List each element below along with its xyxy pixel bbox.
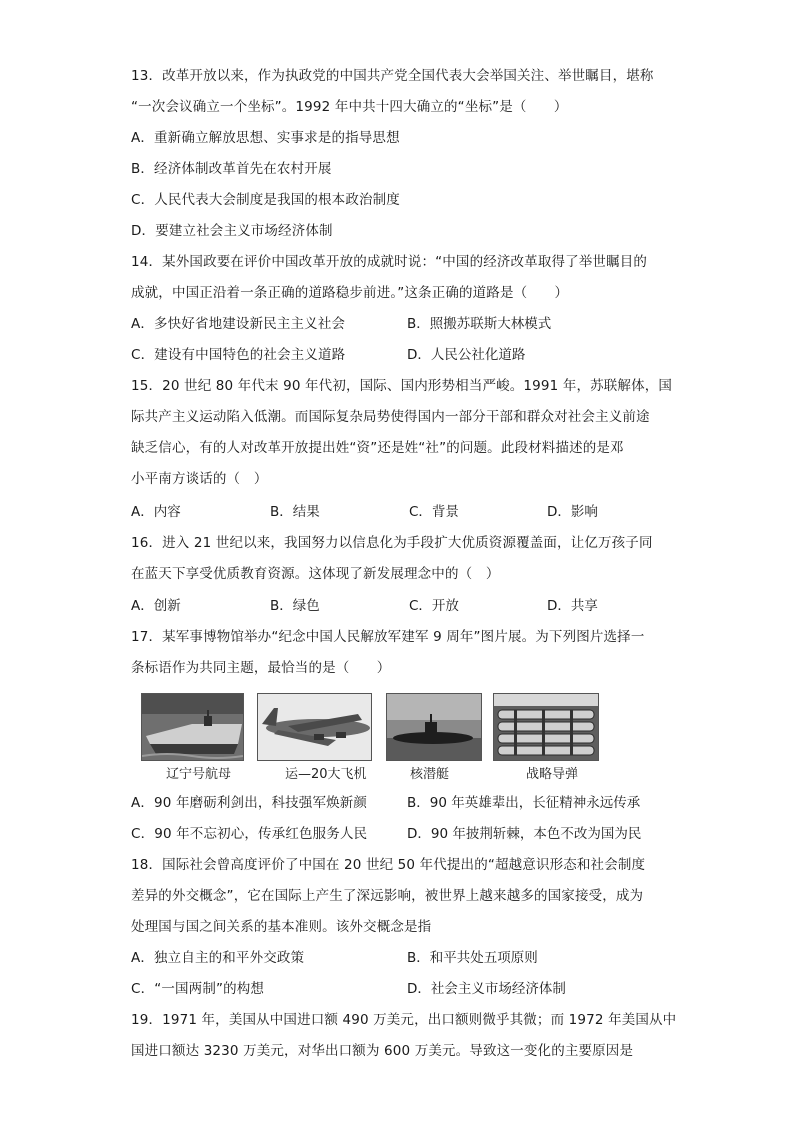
q18-option-a: A．独立自主的和平外交政策 bbox=[131, 950, 305, 966]
q15-stem-line1: 15．20 世纪 80 年代末 90 年代初，国际、国内形势相当严峻。1991 年，苏联解体，国 bbox=[131, 378, 673, 394]
photo-caption-3: 核潜艇 bbox=[410, 767, 450, 782]
q18-option-d: D．社会主义市场经济体制 bbox=[407, 981, 566, 997]
photo-nuclear-submarine bbox=[386, 693, 482, 761]
q14-option-d: D．人民公社化道路 bbox=[407, 347, 526, 363]
q14-option-b: B．照搬苏联斯大林模式 bbox=[407, 316, 552, 332]
q14-option-a: A．多快好省地建设新民主主义社会 bbox=[131, 316, 346, 332]
q14-stem-line1: 14．某外国政要在评价中国改革开放的成就时说：“中国的经济改革取得了举世瞩目的 bbox=[131, 254, 648, 270]
q15-stem-line4: 小平南方谈话的（ ） bbox=[131, 471, 268, 487]
photo-strategic-missiles bbox=[493, 693, 599, 761]
q13-stem-line1: 13．改革开放以来，作为执政党的中国共产党全国代表大会举国关注、举世瞩目，堪称 bbox=[131, 68, 654, 84]
q13-stem-line2: “一次会议确立一个坐标”。1992 年中共十四大确立的“坐标”是（ ） bbox=[131, 99, 568, 115]
q19-stem-line1: 19．1971 年，美国从中国进口额 490 万美元，出口额则微乎其微；而 1972 年美国从中 bbox=[131, 1012, 677, 1028]
q15-option-c: C．背景 bbox=[409, 504, 459, 520]
q17-option-b: B．90 年英雄辈出，长征精神永远传承 bbox=[407, 795, 641, 811]
q13-option-c: C．人民代表大会制度是我国的根本政治制度 bbox=[131, 192, 400, 208]
q13-option-b: B．经济体制改革首先在农村开展 bbox=[131, 161, 332, 177]
q15-option-a: A．内容 bbox=[131, 504, 181, 520]
q16-option-b: B．绿色 bbox=[270, 598, 320, 614]
q18-option-b: B．和平共处五项原则 bbox=[407, 950, 538, 966]
q18-option-c: C．“一国两制”的构想 bbox=[131, 981, 265, 997]
photo-caption-1: 辽宁号航母 bbox=[166, 767, 232, 782]
q18-stem-line2: 差异的外交概念”，它在国际上产生了深远影响，被世界上越来越多的国家接受，成为 bbox=[131, 888, 644, 904]
q15-stem-line2: 际共产主义运动陷入低潮。而国际复杂局势使得国内一部分干部和群众对社会主义前途 bbox=[131, 409, 650, 425]
q13-option-a: A．重新确立解放思想、实事求是的指导思想 bbox=[131, 130, 400, 146]
q16-stem-line1: 16．进入 21 世纪以来，我国努力以信息化为手段扩大优质资源覆盖面，让亿万孩子同 bbox=[131, 535, 653, 551]
q15-option-b: B．结果 bbox=[270, 504, 320, 520]
q16-stem-line2: 在蓝天下享受优质教育资源。这体现了新发展理念中的（ ） bbox=[131, 566, 500, 582]
q16-option-d: D．共享 bbox=[547, 598, 598, 614]
photo-aircraft-carrier bbox=[141, 693, 244, 761]
q18-stem-line3: 处理国与国之间关系的基本准则。该外交概念是指 bbox=[131, 919, 432, 935]
q14-option-c: C．建设有中国特色的社会主义道路 bbox=[131, 347, 346, 363]
q17-stem-line1: 17．某军事博物馆举办“纪念中国人民解放军建军 9 周年”图片展。为下列图片选择一 bbox=[131, 629, 645, 645]
q16-option-a: A．创新 bbox=[131, 598, 181, 614]
photo-caption-2: 运—20大飞机 bbox=[285, 767, 367, 782]
q14-stem-line2: 成就，中国正沿着一条正确的道路稳步前进。”这条正确的道路是（ ） bbox=[131, 285, 569, 301]
q15-stem-line3: 缺乏信心，有的人对改革开放提出姓“资”还是姓“社”的问题。此段材料描述的是邓 bbox=[131, 440, 624, 456]
photo-transport-aircraft bbox=[257, 693, 372, 761]
q17-option-c: C．90 年不忘初心，传承红色服务人民 bbox=[131, 826, 368, 842]
q17-option-d: D．90 年披荆斩棘，本色不改为国为民 bbox=[407, 826, 642, 842]
q17-option-a: A．90 年磨砺利剑出，科技强军焕新颜 bbox=[131, 795, 368, 811]
q19-stem-line2: 国进口额达 3230 万美元，对华出口额为 600 万美元。导致这一变化的主要原因是 bbox=[131, 1043, 634, 1059]
photo-caption-4: 战略导弹 bbox=[526, 767, 579, 782]
q18-stem-line1: 18．国际社会曾高度评价了中国在 20 世纪 50 年代提出的“超越意识形态和社会制度 bbox=[131, 857, 646, 873]
q16-option-c: C．开放 bbox=[409, 598, 459, 614]
q17-stem-line2: 条标语作为共同主题，最恰当的是（ ） bbox=[131, 660, 391, 676]
q15-option-d: D．影响 bbox=[547, 504, 598, 520]
q13-option-d: D．要建立社会主义市场经济体制 bbox=[131, 223, 333, 239]
